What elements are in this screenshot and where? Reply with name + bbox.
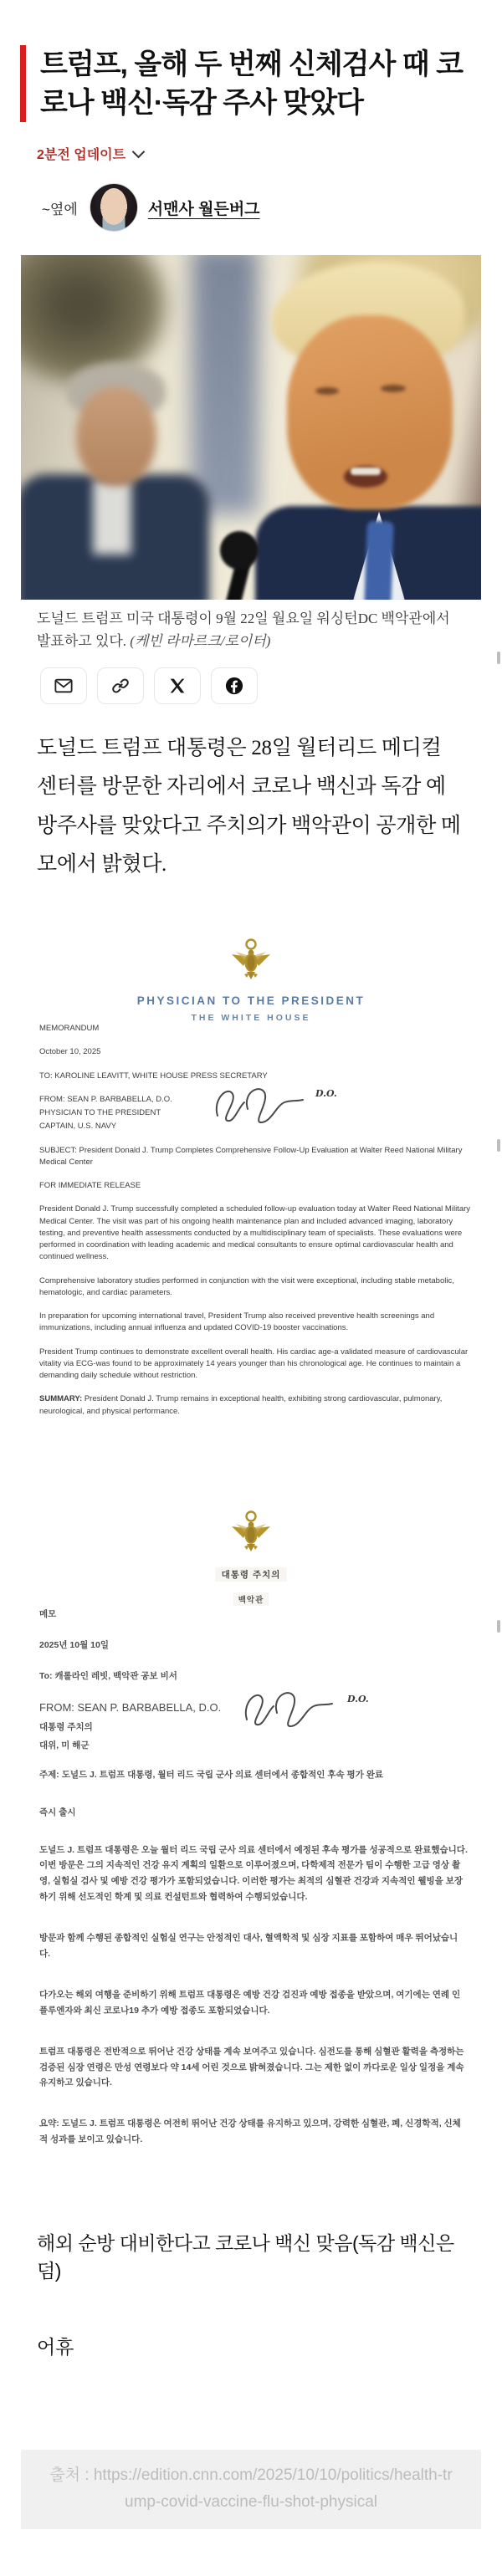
- memo-ko-paragraph: 방문과 함께 수행된 종합적인 실험실 연구는 안정적인 대사, 혈액학적 및 심장 지표를 포함하여 매우 뛰어났습니다.: [39, 1933, 458, 1959]
- memo-ko-from: FROM: SEAN P. BARBABELLA, D.O.: [39, 1700, 222, 1714]
- photo-caption-credit: (케빈 라마르크/로이터): [130, 632, 271, 649]
- chevron-down-icon: [132, 146, 146, 159]
- photo-caption: [37, 608, 465, 652]
- memo-ko-letterhead-title: 대통령 주치의: [215, 1567, 288, 1582]
- photo-caption-text: 도널드 트럼프 미국 대통령이 9월 22일 월요일 워싱턴DC 백악관에서 발표하고 있다.: [37, 611, 450, 649]
- updated-toggle[interactable]: [37, 144, 502, 163]
- commenter-remark: 해외 순방 대비한다고 코로나 백신 맞음(독감 백신은 덤): [37, 2232, 454, 2282]
- memo-en-from-title2: CAPTAIN, U.S. NAVY: [39, 1122, 117, 1132]
- memo-ko-summary: 요약: 도널드 J. 트럼프 대통령은 여전히 뛰어난 건강 상태를 유지하고 있으며, 강력한 심혈관, 폐, 신경학적, 신체적 성과를 보이고 있습니다.: [39, 2119, 461, 2145]
- scrollbar-thumb[interactable]: [497, 652, 500, 664]
- memo-english: [0, 938, 502, 1418]
- avatar[interactable]: [90, 183, 138, 232]
- byline: [42, 183, 502, 232]
- share-facebook-button[interactable]: [211, 667, 258, 704]
- signature-icon: [211, 1082, 311, 1130]
- source-url-box: 출처 : https://edition.cnn.com/2025/10/10/politics/health-trump-covid-vaccine-flu-shot-physical: [21, 2450, 481, 2529]
- hero-photo: [21, 255, 481, 600]
- signature-do-suffix: D.O.: [347, 1693, 369, 1705]
- memo-ko-paragraph: 트럼프 대통령은 전반적으로 뛰어난 건강 상태를 계속 보여주고 있습니다. 심전도를 통해 심혈관 활력을 측정하는 검증된 심장 연령은 만성 연령보다 약 14세 어린 것으로 밝혀졌습니다. 그는 제한 없이 까다로운 일상 일정을 계속 유지하고 있습니다.: [39, 2046, 464, 2088]
- memo-ko-paragraph: 도널드 J. 트럼프 대통령은 오늘 월터 리드 국립 군사 의료 센터에서 예정된 후속 평가를 성공적으로 완료했습니다. 이번 방문은 그의 지속적인 건강 유지 계획의 일환으로 이루어졌으며, 다학제적 전문가 팀이 수행한 고급 영상 촬영, 실험실 검사 및 예방 건강 평가가 포함되었습니다. 이러한 평가는 최적의 심혈관 건강과 지속적인 웰빙을 보장하기 위해 선도적인 학계 및 의료 컨설턴트와 협력하여 수행되었습니다.: [39, 1844, 468, 1903]
- memo-en-letterhead-sub: THE WHITE HOUSE: [191, 1013, 311, 1024]
- memo-ko-to: To: 캐롤라인 레빗, 백악관 공보 비서: [39, 1670, 177, 1681]
- memo-en-label: MEMORANDUM: [39, 1024, 100, 1034]
- memo-en-summary-label: SUMMARY:: [39, 1394, 83, 1404]
- trump-tie: [364, 521, 394, 601]
- x-icon: [169, 677, 186, 694]
- signature-icon: [240, 1686, 341, 1735]
- memo-ko-release: 즉시 출시: [39, 1807, 76, 1817]
- copy-link-button[interactable]: [97, 667, 144, 704]
- memo-en-from: FROM: SEAN P. BARBABELLA, D.O.: [39, 1094, 172, 1104]
- memo-en-subject: SUBJECT: President Donald J. Trump Completes Comprehensive Follow-Up Evaluation at Walter Reed National Military Medical Center: [39, 1145, 463, 1167]
- trump-teeth: [351, 468, 381, 475]
- link-icon: [111, 677, 130, 695]
- scrollbar-thumb[interactable]: [497, 1139, 500, 1152]
- presidential-eagle-seal-icon: [0, 1510, 502, 1556]
- memo-en-paragraph: In preparation for upcoming international travel, President Trump also received preventive health screenings and immunizations, including annual influenza and updated COVID-19 booster vaccinations.: [39, 1311, 435, 1333]
- memo-en-summary: [39, 1393, 477, 1418]
- presidential-eagle-seal-icon: [0, 938, 502, 984]
- memo-en-release: FOR IMMEDIATE RELEASE: [39, 1181, 141, 1191]
- memo-en-paragraph: President Trump continues to demonstrate excellent overall health. His cardiac age-a validated measure of cardiovascular vitality via ECG-was found to be approximately 14 years younger than his chronological age. He continues to maintain a demanding daily schedule without restriction.: [39, 1347, 469, 1381]
- memo-ko-subject: 주제: 도널드 J. 트럼프 대통령, 월터 리드 국립 군사 의료 센터에서 종합적인 후속 평가 완료: [39, 1769, 384, 1780]
- scrollbar-thumb[interactable]: [497, 1620, 500, 1633]
- memo-en-to: TO: KAROLINE LEAVITT, WHITE HOUSE PRESS SECRETARY: [39, 1071, 268, 1081]
- signature-do-suffix: D.O.: [315, 1087, 337, 1099]
- commenter-remark: 어휴: [37, 2336, 74, 2359]
- photo-blue-flag-blur: [192, 255, 259, 514]
- article-body: 도널드 트럼프 대통령은 28일 월터리드 메디컬 센터를 방문한 자리에서 코로나 백신과 독감 예방주사를 맞았다고 주치의가 백악관이 공개한 메모에서 밝혔다.: [37, 737, 461, 876]
- byline-prefix: ~옆에: [42, 201, 78, 217]
- share-email-button[interactable]: [40, 667, 87, 704]
- facebook-icon: [225, 677, 243, 695]
- memo-en-letterhead-title: PHYSICIAN TO THE PRESIDENT: [136, 994, 366, 1008]
- memo-ko-paragraph: 다가오는 해외 여행을 준비하기 위해 트럼프 대통령은 예방 건강 검진과 예방 접종을 받았으며, 여기에는 연례 인플루엔자와 최신 코로나19 추가 예방 접종도 포함되었습니다.: [39, 1989, 461, 2016]
- memo-ko-label: 메모: [39, 1608, 57, 1619]
- email-icon: [54, 678, 73, 693]
- page-title: 트럼프, 올해 두 번째 신체검사 때 코로나 백신·독감 주사 맞았다: [20, 45, 477, 122]
- share-x-button[interactable]: [154, 667, 201, 704]
- background-figure-shirt: [93, 479, 131, 555]
- background-figure-face: [76, 387, 156, 486]
- share-toolbar: [40, 667, 502, 704]
- memo-ko-from-title1: 대통령 주치의: [39, 1721, 93, 1732]
- memo-en-summary-text: President Donald J. Trump remains in exceptional health, exhibiting strong cardiovascular, pulmonary, neurological, and physical performance.: [39, 1394, 443, 1416]
- memo-en-from-title1: PHYSICIAN TO THE PRESIDENT: [39, 1108, 161, 1118]
- memo-ko-letterhead-sub: 백악관: [233, 1592, 269, 1606]
- memo-ko-from-title2: 대위, 미 해군: [39, 1740, 90, 1751]
- memo-ko-date: 2025년 10월 10일: [39, 1639, 109, 1650]
- memo-en-date: October 10, 2025: [39, 1047, 101, 1057]
- updated-label: 2분전 업데이트: [37, 148, 126, 163]
- memo-en-paragraph: Comprehensive laboratory studies performed in conjunction with the visit were exceptional, including stable metabolic, hematologic, and cardiac parameters.: [39, 1275, 454, 1297]
- memo-korean: [0, 1510, 502, 2148]
- author-link[interactable]: 서맨사 월든버그: [147, 200, 260, 218]
- memo-en-paragraph: President Donald J. Trump successfully completed a scheduled follow-up evaluation today at Walter Reed National Military Medical Center. The visit was part of his ongoing health maintenance plan and included advanced imaging, laboratory testing, and preventive health assessments conducted by a multidisciplinary team of specialists. These evaluations were performed in coordination with leading academic and medical consultants to ensure optimal cardiovascular health and continued wellness.: [39, 1204, 471, 1262]
